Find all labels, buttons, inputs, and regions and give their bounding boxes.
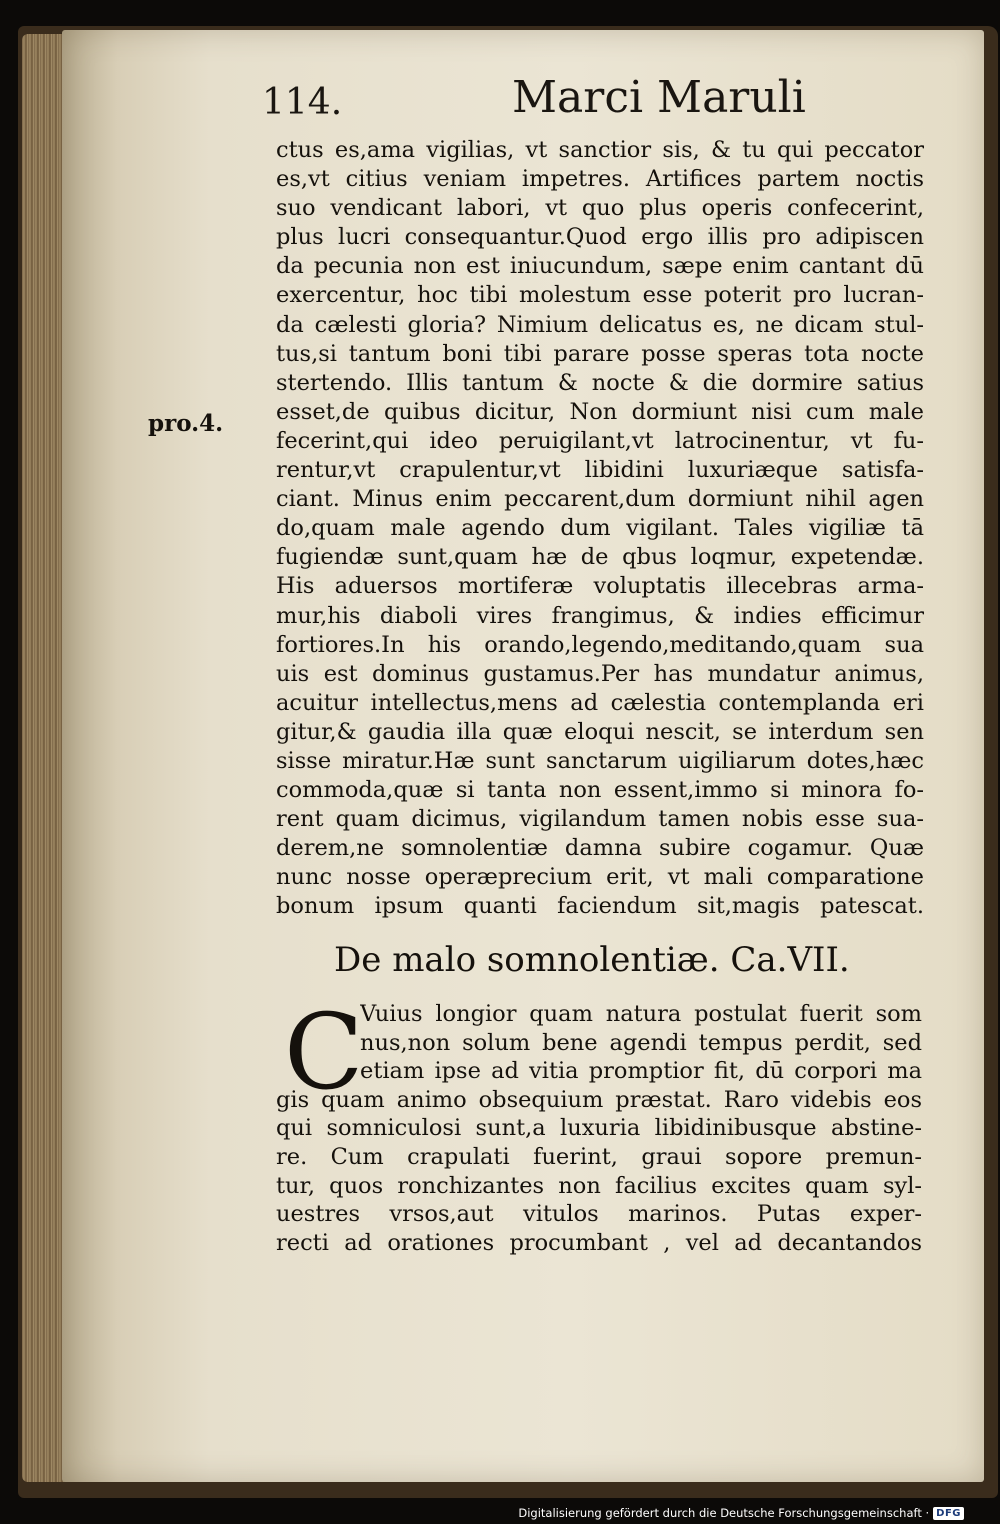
footer <box>518 1506 964 1520</box>
text-line: uis est dominus gustamus.Per has mundatur animus, <box>276 660 924 687</box>
text-line: exercentur, hoc tibi molestum esse poterit pro lucran- <box>276 282 924 309</box>
text-line: gitur,& gaudia illa quæ eloqui nescit, se interdum sen <box>276 718 924 745</box>
text-line: stertendo. Illis tantum & nocte & die dormire satius <box>276 369 924 396</box>
chapter-text-line: qui somniculosi sunt,a luxuria libidinibusque abstine- <box>276 1115 922 1142</box>
text-line: bonum ipsum quanti faciendum sit,magis patescat. <box>276 893 924 920</box>
text-line: da cælesti gloria? Nimium delicatus es, ne dicam stul- <box>276 311 924 338</box>
chapter-text-line: Vuius longior quam natura postulat fuerit som <box>360 1001 922 1027</box>
chapter-text-line: re. Cum crapulati fuerint, graui sopore premun- <box>276 1144 922 1170</box>
running-title: Marci Maruli <box>512 72 806 123</box>
text-line: ciant. Minus enim peccarent,dum dormiunt nihil agen <box>276 486 924 513</box>
chapter-text-line: etiam ipse ad vitia promptior fit, dū corpori ma <box>360 1058 922 1085</box>
chapter-text-line: tur, quos ronchizantes non facilius excites quam syl- <box>276 1172 922 1199</box>
text-line: plus lucri consequantur.Quod ergo illis pro adipiscen <box>276 224 924 251</box>
text-line: rent quam dicimus, vigilandum tamen nobis esse sua- <box>276 806 924 833</box>
text-line: sisse miratur.Hæ sunt sanctarum uigiliarum dotes,hæc <box>276 747 924 774</box>
text-line: fecerint,qui ideo peruigilant,vt latrocinentur, vt fu- <box>276 427 924 454</box>
chapter-text-line: uestres vrsos,aut vitulos marinos. Putas exper- <box>276 1201 922 1228</box>
text-line: esset,de quibus dicitur, Non dormiunt nisi cum male <box>276 398 924 425</box>
chapter-text-line: nus,non solum bene agendi tempus perdit, sed <box>360 1029 922 1056</box>
text-line: do,quam male agendo dum vigilant. Tales vigiliæ tā <box>276 515 924 542</box>
chapter-body <box>276 991 922 1290</box>
text-line: tus,si tantum boni tibi parare posse speras tota nocte <box>276 340 924 367</box>
text-line: da pecunia non est iniucundum, sæpe enim cantant dū <box>276 253 924 280</box>
text-line: fortiores.In his orando,legendo,meditando,quam sua <box>276 631 924 658</box>
text-line: suo vendicant labori, vt quo plus operis confecerint, <box>276 195 924 222</box>
chapter-heading: De malo somnolentiæ. Ca.VII. <box>334 940 850 980</box>
page-number: 114. <box>262 82 343 123</box>
body-text <box>276 136 924 922</box>
text-line: commoda,quæ si tanta non essent,immo si minora fo- <box>276 777 924 804</box>
dfg-logo-icon: DFG <box>933 1507 964 1520</box>
text-line: es,vt citius veniam impetres. Artifices partem noctis <box>276 166 924 193</box>
text-line: fugiendæ sunt,quam hæ de qbus loqmur, expetendæ. <box>276 544 924 571</box>
text-line: acuitur intellectus,mens ad cælestia contemplanda eri <box>276 689 924 716</box>
margin-note: pro.4. <box>148 410 224 437</box>
text-line: nunc nosse operæprecium erit, vt mali comparatione <box>276 864 924 891</box>
footer-credit: Digitalisierung gefördert durch die Deutsche Forschungsgemeinschaft · <box>518 1506 930 1520</box>
text-line: ctus es,ama vigilias, vt sanctior sis, & tu qui peccator <box>276 137 924 163</box>
chapter-text-line: gis quam animo obsequium præstat. Raro videbis eos <box>276 1086 922 1113</box>
text-line: His aduersos mortiferæ voluptatis illecebras arma- <box>276 573 924 600</box>
running-head <box>262 72 806 132</box>
text-line: mur,his diaboli vires frangimus, & indies efficimur <box>276 602 924 629</box>
text-line: rentur,vt crapulentur,vt libidini luxuriæque satisfa- <box>276 457 924 484</box>
chapter-text-line: recti ad orationes procumbant , vel ad decantandos <box>276 1229 922 1256</box>
drop-initial: C <box>284 991 364 1113</box>
text-line: derem,ne somnolentiæ damna subire cogamur. Quæ <box>276 835 924 862</box>
